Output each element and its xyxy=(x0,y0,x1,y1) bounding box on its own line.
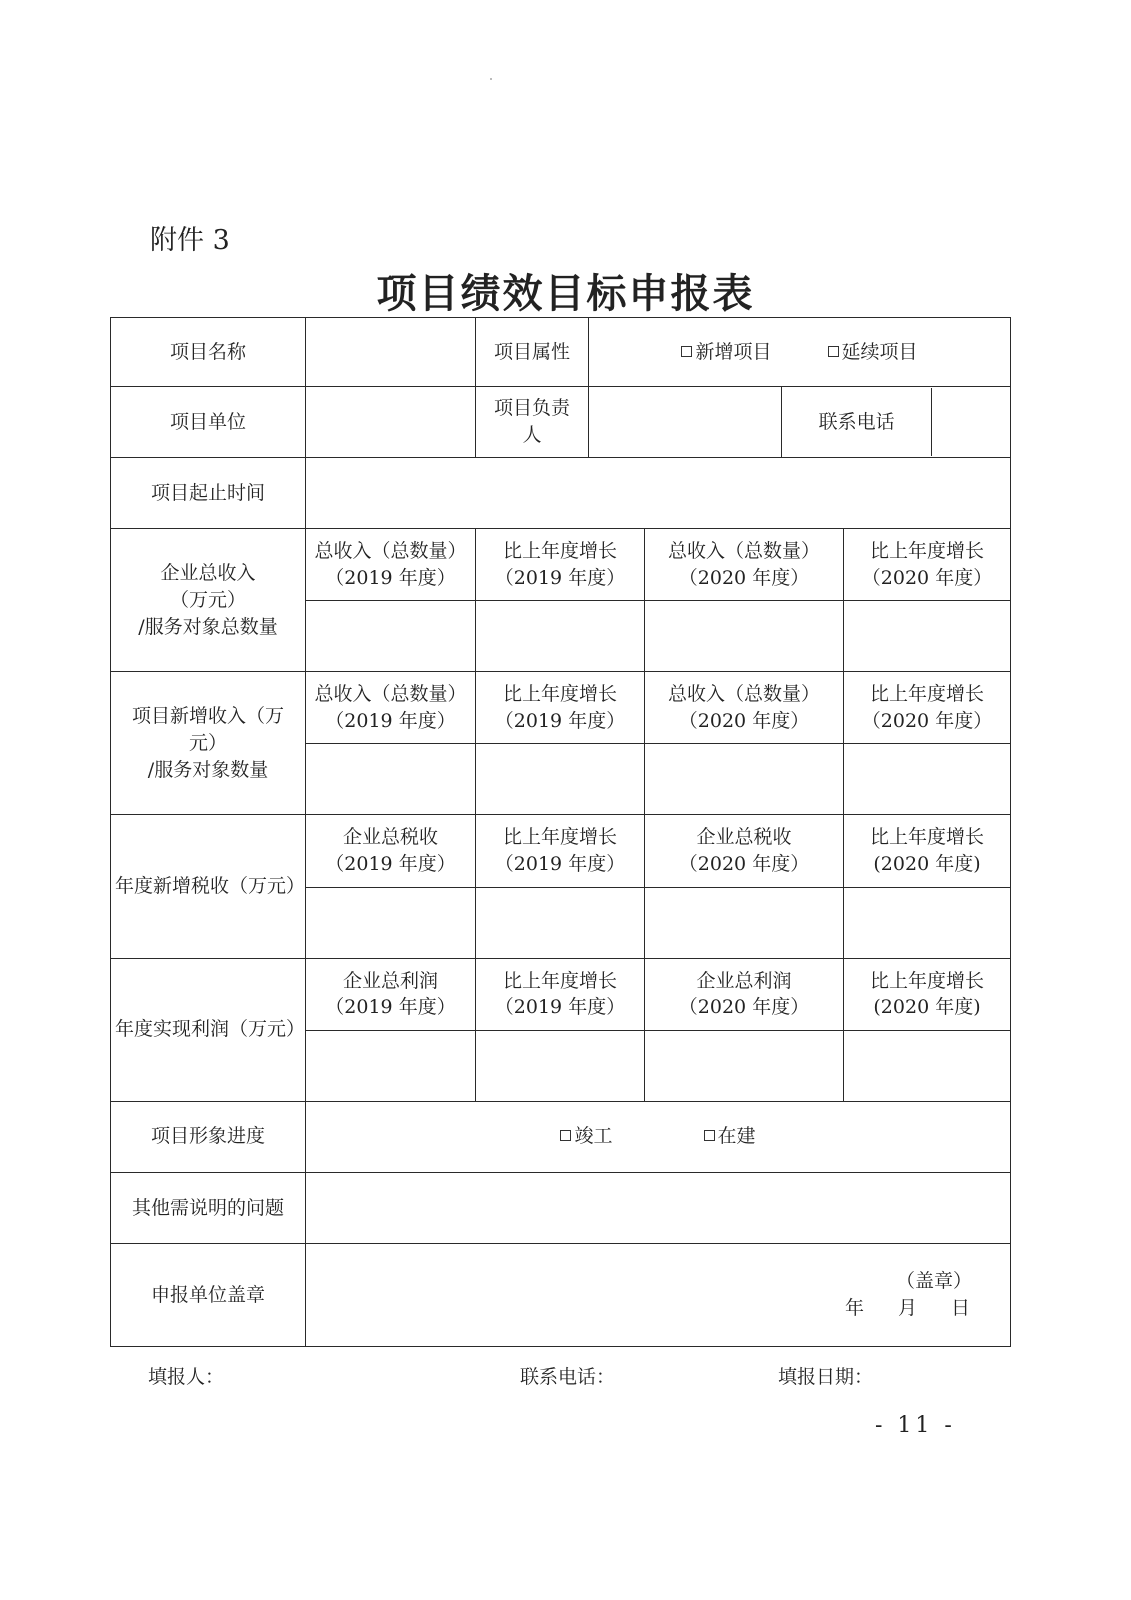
phone-cell xyxy=(782,387,1011,458)
footer-phone: 联系电话： xyxy=(520,1366,616,1388)
row-project-period xyxy=(111,458,1011,529)
row-project-unit xyxy=(111,387,1011,458)
option-completed[interactable] xyxy=(560,1123,612,1150)
row-seal xyxy=(111,1243,1011,1346)
profit-header-2: 比上年度增长 （2019 年度） xyxy=(476,958,645,1030)
revenue-header-4: 比上年度增长 （2020 年度） xyxy=(844,529,1011,601)
progress-label: 项目形象进度 xyxy=(111,1101,306,1172)
attachment-label: 附件 3 xyxy=(150,225,230,256)
option-new-project[interactable] xyxy=(681,339,771,366)
seal-month: 月 xyxy=(897,1296,917,1319)
phone-field[interactable] xyxy=(932,388,1010,456)
tax-header-4: 比上年度增长 (2020 年度) xyxy=(844,815,1011,887)
profit-label: 年度实现利润（万元） xyxy=(111,958,306,1101)
profit-header-1: 企业总利润 （2019 年度） xyxy=(306,958,476,1030)
tax-value-1[interactable] xyxy=(306,887,476,958)
scan-speck xyxy=(490,78,492,80)
progress-options xyxy=(306,1101,1011,1172)
seal-day: 日 xyxy=(951,1296,971,1319)
revenue-header-1: 总收入（总数量） （2019 年度） xyxy=(306,529,476,601)
option-continue-project[interactable] xyxy=(828,339,918,366)
checkbox-icon xyxy=(828,346,839,357)
revenue-header-3: 总收入（总数量） （2020 年度） xyxy=(645,529,844,601)
tax-header-3: 企业总税收 （2020 年度） xyxy=(645,815,844,887)
tax-header-1: 企业总税收 （2019 年度） xyxy=(306,815,476,887)
project-unit-field[interactable] xyxy=(306,387,476,458)
checkbox-icon xyxy=(704,1130,715,1141)
phone-label: 联系电话 xyxy=(782,388,932,456)
new-revenue-value-2[interactable] xyxy=(476,744,645,815)
seal-date xyxy=(310,1295,970,1322)
new-revenue-header-4: 比上年度增长 （2020 年度） xyxy=(844,672,1011,744)
revenue-value-2[interactable] xyxy=(476,601,645,672)
seal-label: 申报单位盖章 xyxy=(111,1243,306,1346)
option-new-label: 新增项目 xyxy=(695,340,772,363)
footer-filler: 填报人： xyxy=(148,1366,225,1388)
page-number: - 11 - xyxy=(875,1413,956,1438)
checkbox-icon xyxy=(560,1130,571,1141)
new-revenue-header-2: 比上年度增长 （2019 年度） xyxy=(476,672,645,744)
row-profit-headers xyxy=(111,958,1011,1030)
seal-field[interactable] xyxy=(306,1243,1011,1346)
project-attr-label: 项目属性 xyxy=(476,318,589,387)
option-continue-label: 延续项目 xyxy=(841,340,918,363)
row-revenue-headers xyxy=(111,529,1011,601)
new-revenue-value-1[interactable] xyxy=(306,744,476,815)
profit-header-3: 企业总利润 （2020 年度） xyxy=(645,958,844,1030)
footer-date: 填报日期： xyxy=(778,1366,874,1388)
row-tax-headers xyxy=(111,815,1011,887)
new-revenue-value-3[interactable] xyxy=(645,744,844,815)
option-completed-label: 竣工 xyxy=(574,1125,613,1148)
profit-value-3[interactable] xyxy=(645,1030,844,1101)
tax-header-2: 比上年度增长 （2019 年度） xyxy=(476,815,645,887)
seal-note: （盖章） xyxy=(896,1270,973,1293)
project-unit-label: 项目单位 xyxy=(111,387,306,458)
project-period-field[interactable] xyxy=(306,458,1011,529)
new-revenue-header-1: 总收入（总数量） （2019 年度） xyxy=(306,672,476,744)
tax-value-2[interactable] xyxy=(476,887,645,958)
tax-label: 年度新增税收（万元） xyxy=(111,815,306,958)
row-new-revenue-headers xyxy=(111,672,1011,744)
project-name-label: 项目名称 xyxy=(111,318,306,387)
checkbox-icon xyxy=(681,346,692,357)
tax-value-4[interactable] xyxy=(844,887,1011,958)
project-leader-field[interactable] xyxy=(589,387,782,458)
profit-value-2[interactable] xyxy=(476,1030,645,1101)
option-under-construction[interactable] xyxy=(704,1123,756,1150)
row-project-name xyxy=(111,318,1011,387)
profit-value-4[interactable] xyxy=(844,1030,1011,1101)
form-title: 项目绩效目标申报表 xyxy=(376,270,755,317)
revenue-value-1[interactable] xyxy=(306,601,476,672)
seal-year: 年 xyxy=(844,1296,864,1319)
project-name-field[interactable] xyxy=(306,318,476,387)
performance-target-form xyxy=(110,317,1011,1347)
profit-header-4: 比上年度增长 (2020 年度) xyxy=(844,958,1011,1030)
row-progress xyxy=(111,1101,1011,1172)
new-revenue-label: 项目新增收入（万元） /服务对象数量 xyxy=(111,672,306,815)
new-revenue-value-4[interactable] xyxy=(844,744,1011,815)
option-under-construction-label: 在建 xyxy=(717,1125,756,1148)
revenue-label: 企业总收入 （万元） /服务对象总数量 xyxy=(111,529,306,672)
revenue-header-2: 比上年度增长 （2019 年度） xyxy=(476,529,645,601)
new-revenue-header-3: 总收入（总数量） （2020 年度） xyxy=(645,672,844,744)
project-period-label: 项目起止时间 xyxy=(111,458,306,529)
revenue-value-4[interactable] xyxy=(844,601,1011,672)
project-attr-options xyxy=(589,318,1011,387)
project-leader-label: 项目负责 人 xyxy=(476,387,589,458)
revenue-value-3[interactable] xyxy=(645,601,844,672)
profit-value-1[interactable] xyxy=(306,1030,476,1101)
other-label: 其他需说明的问题 xyxy=(111,1172,306,1243)
row-other xyxy=(111,1172,1011,1243)
tax-value-3[interactable] xyxy=(645,887,844,958)
other-field[interactable] xyxy=(306,1172,1011,1243)
